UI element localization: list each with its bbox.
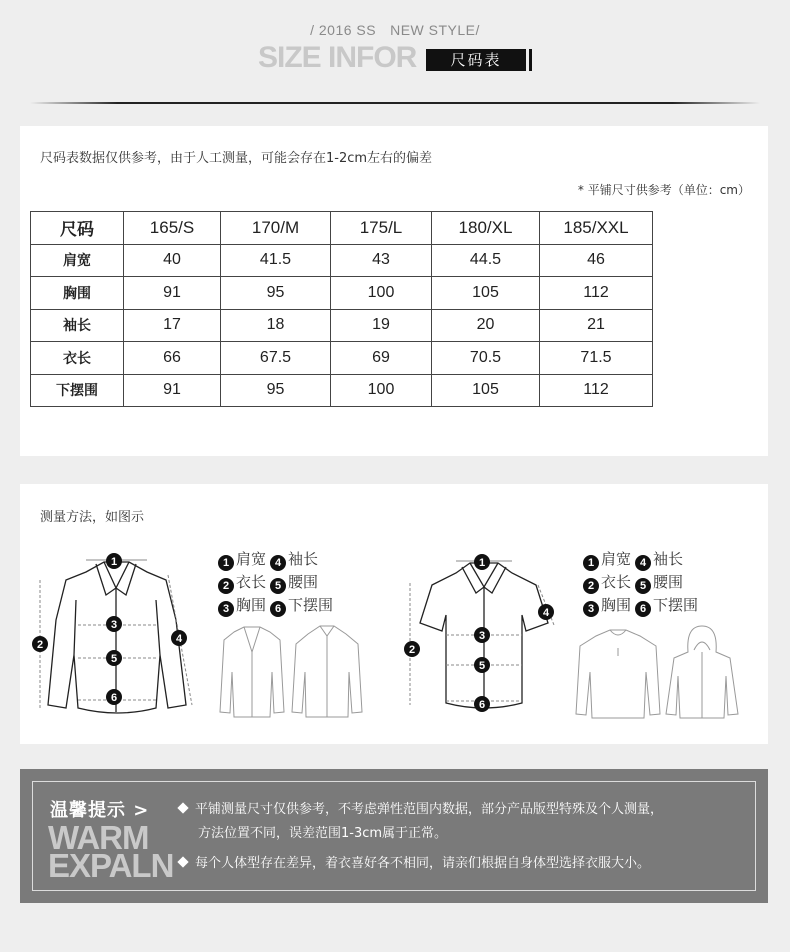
marker-4: 4 xyxy=(175,633,183,645)
table-cell: 17 xyxy=(124,309,221,342)
legend-label: 衣长 xyxy=(236,573,267,591)
table-row xyxy=(31,244,653,277)
table-cell: 44.5 xyxy=(432,244,540,277)
legend-num: 4 xyxy=(635,555,651,571)
watermark-warm: WARM xyxy=(48,819,149,856)
zip-jacket-icon xyxy=(292,626,362,717)
table-row xyxy=(31,277,653,310)
table-cell: 70.5 xyxy=(432,342,540,375)
tip-2-text: 每个人体型存在差异，着衣喜好各不相同，请亲们根据自身体型选择衣服大小。 xyxy=(195,856,651,871)
hoodie-icon xyxy=(666,626,738,718)
shirt-marker-3: 3 xyxy=(478,630,486,642)
marker-6: 6 xyxy=(110,692,118,704)
marker-2: 2 xyxy=(36,639,44,651)
column-header: 170/M xyxy=(221,212,331,245)
diamond-bullet-icon xyxy=(177,856,188,867)
row-label: 衣长 xyxy=(31,342,124,375)
tip-item-2 xyxy=(176,853,650,875)
table-cell: 105 xyxy=(432,277,540,310)
shirt-marker-6: 6 xyxy=(478,699,486,711)
sweater-icon xyxy=(576,630,660,718)
tip-item-1 xyxy=(176,799,663,821)
table-cell: 18 xyxy=(221,309,331,342)
column-header: 180/XL xyxy=(432,212,540,245)
legend-num: 2 xyxy=(583,578,599,594)
legend-label: 下摆围 xyxy=(653,596,699,614)
header-style: NEW STYLE/ xyxy=(390,22,480,38)
diamond-bullet-icon xyxy=(177,802,188,813)
shirt-marker-5: 5 xyxy=(478,660,486,672)
legend-label: 肩宽 xyxy=(236,550,267,568)
watermark-expaln: EXPALN xyxy=(48,847,174,884)
size-unit-note: * 平铺尺寸供参考（单位：cm） xyxy=(577,183,750,197)
size-chart-note: 尺码表数据仅供参考，由于人工测量，可能会存在1-2cm左右的偏差 xyxy=(40,151,433,166)
table-cell: 100 xyxy=(331,277,432,310)
legend-num: 1 xyxy=(583,555,599,571)
shirt-measure-diagram xyxy=(396,545,566,720)
table-cell: 91 xyxy=(124,277,221,310)
legend-label: 腰围 xyxy=(653,573,684,591)
measure-legend-left xyxy=(218,548,337,617)
shirt-marker-4: 4 xyxy=(542,607,550,619)
tip-1-line-2: 方法位置不同，误差范围1-3cm属于正常。 xyxy=(198,826,448,841)
table-cell: 95 xyxy=(221,277,331,310)
table-cell: 43 xyxy=(331,244,432,277)
legend-label: 腰围 xyxy=(288,573,319,591)
header-subtitle xyxy=(0,22,790,38)
table-cell: 21 xyxy=(540,309,653,342)
legend-num: 3 xyxy=(583,601,599,617)
table-cell: 100 xyxy=(331,374,432,407)
sweater-and-hoodie-sketch xyxy=(574,622,744,722)
table-cell: 69 xyxy=(331,342,432,375)
row-label: 肩宽 xyxy=(31,244,124,277)
blazer-icon xyxy=(220,627,284,717)
column-header: 175/L xyxy=(331,212,432,245)
table-cell: 67.5 xyxy=(221,342,331,375)
title-badge: 尺码表 xyxy=(426,49,526,71)
table-cell: 91 xyxy=(124,374,221,407)
legend-label: 下摆围 xyxy=(288,596,334,614)
table-row xyxy=(31,342,653,375)
legend-num: 3 xyxy=(218,601,234,617)
legend-label: 袖长 xyxy=(653,550,684,568)
column-header: 165/S xyxy=(124,212,221,245)
shirt-marker-1: 1 xyxy=(478,557,486,569)
legend-num: 2 xyxy=(218,578,234,594)
jacket-measure-diagram xyxy=(26,540,206,720)
table-cell: 46 xyxy=(540,244,653,277)
tip-1-line-1: 平铺测量尺寸仅供参考，不考虑弹性范围内数据，部分产品版型特殊及个人测量， xyxy=(195,802,664,817)
table-row xyxy=(31,309,653,342)
row-label: 胸围 xyxy=(31,277,124,310)
tips-title: 温馨提示 > xyxy=(50,800,150,821)
header-divider xyxy=(30,102,760,104)
table-cell: 41.5 xyxy=(221,244,331,277)
marker-5: 5 xyxy=(110,653,118,665)
legend-num: 5 xyxy=(635,578,651,594)
column-header: 185/XXL xyxy=(540,212,653,245)
measure-legend-right xyxy=(583,548,702,617)
table-cell: 112 xyxy=(540,277,653,310)
table-cell: 66 xyxy=(124,342,221,375)
blazer-and-jacket-sketch xyxy=(216,622,366,722)
shirt-marker-2: 2 xyxy=(408,644,416,656)
marker-1: 1 xyxy=(110,556,118,568)
table-header-row xyxy=(31,212,653,245)
table-row xyxy=(31,374,653,407)
legend-num: 1 xyxy=(218,555,234,571)
table-cell: 112 xyxy=(540,374,653,407)
legend-num: 6 xyxy=(270,601,286,617)
measure-title: 测量方法，如图示 xyxy=(40,510,145,525)
legend-label: 胸围 xyxy=(601,596,632,614)
legend-num: 4 xyxy=(270,555,286,571)
table-cell: 105 xyxy=(432,374,540,407)
table-cell: 20 xyxy=(432,309,540,342)
row-label: 袖长 xyxy=(31,309,124,342)
marker-3: 3 xyxy=(110,619,118,631)
row-label: 下摆围 xyxy=(31,374,124,407)
header-year: / 2016 SS xyxy=(310,22,377,38)
page-title: SIZE INFOR xyxy=(258,41,417,74)
column-header: 尺码 xyxy=(31,212,124,245)
legend-label: 袖长 xyxy=(288,550,319,568)
legend-num: 5 xyxy=(270,578,286,594)
table-cell: 40 xyxy=(124,244,221,277)
legend-label: 胸围 xyxy=(236,596,267,614)
size-table xyxy=(30,211,653,407)
legend-num: 6 xyxy=(635,601,651,617)
legend-label: 衣长 xyxy=(601,573,632,591)
table-cell: 95 xyxy=(221,374,331,407)
legend-label: 肩宽 xyxy=(601,550,632,568)
table-cell: 71.5 xyxy=(540,342,653,375)
table-cell: 19 xyxy=(331,309,432,342)
